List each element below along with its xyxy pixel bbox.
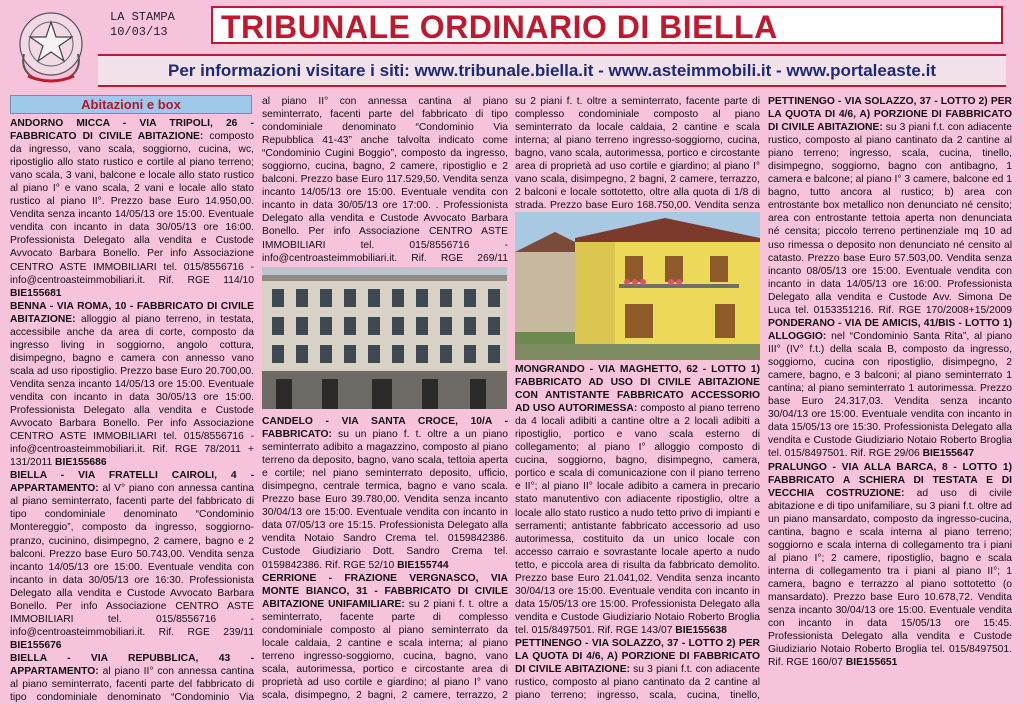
listing-text: composto al piano terreno da 4 locali adibiti a cantine oltre a 2 locali adibiti a ripostiglio, portico e vano scala esterno di collegamento; al piano I° alloggio composto di cucina, soggiorno, bagno, disimpegno, camera, portico e scala di comunicazione con il piano terreno e II°; al piano II° locale adibito a camera in precario stato manutentivo con adiacente ripostiglio, oltre a locale allo stato rustico a nudo tetto privo di impianti e serramenti; antistante fabbricato accessorio ad uso autorimessa, costituito da un unico locale con accesso carraio e sovrastante locale aperto a nudo tetto, e piccola area di risulta da fabbricato demolito. Prezzo base Euro 21.041,02. Vendita senza incanto 30/04/13 ore 15:00. Eventuale vendita con incanto in data 15/05/13 ore 15:00. Professionista Delegato alla vendita e Custode Giudiziario Notaio Roberto Broglia tel. 015/8497501. Rif. RGE 143/07 [515, 403, 760, 636]
title-box [211, 6, 1003, 44]
listing-text: su 3 piani f.t. con adiacente rustico, composto al piano cantinato da 2 cantine al piano terreno; ingresso, scala, cucina, tinello, [515, 664, 760, 702]
listing-heading: PRALUNGO - VIA ALLA BARCA, 8 - LOTTO 1) FABBRICATO A SCHIERA DI TESTATA E DI VECCHIA COSTRUZIONE: [768, 461, 1012, 499]
listing-text: su 2 piani f. t. oltre a seminterrato, facente parte di complesso condominiale composto al piano seminterrato da locale caldaia, 2 cantine e scala interna; al piano terreno ingresso-soggiorno, cucina, bagno, vano scala, autorimessa, portico e circostante area di proprietà ad uso cortile e giardino; al piano I° vano scala, disimpegno, 2 bagni, 2 camere, terrazzo, 2 [262, 598, 508, 701]
listing-mongrando [515, 363, 760, 637]
listing-text: su 3 piani f.t. con adiacente rustico, composto al piano cantinato da 2 cantine al piano terreno; ingresso, scala, cucina, tinello, disimpegno, soggiorno, bagno con antibagno, 1 camera e balcone; al piano I° 3 camere, balcone ed 1 bagno, tutto ancora al rustico; b) area con entrostante box metallico non denunciato né censito; area con entrostante tettoia aperta non denunciata né censita; piccolo terreno pertinenziale mq 10 ad uso rimessa o deposito non denunciato né censito al catasto. Prezzo base Euro 57.503,00. Vendita senza incanto 08/05/13 ore 15:00. Eventuale vendita con incanto in data 14/05/13 ore 16:00. Professionista Delegato alla vendita e Custode Avv. Simona De Luca tel. 0153351216. Rif. RGE 170/2008+15/2009 [768, 122, 1012, 316]
listing-ponderano [768, 317, 1012, 461]
listing-heading: PETTINENGO - VIA SOLAZZO, 37 - LOTTO 2) PER LA QUOTA DI 4/6, A) PORZIONE DI FABBRICATO DI CIVILE ABITAZIONE: [515, 637, 760, 676]
listing-text: ad uso di civile abitazione e di tipo unifamiliare, su 3 piani f.t. oltre ad un piano mansardato, composto da ingresso-cucina, cantina, bagno e scala interna al piano terreno; soggiorno e scala interna di collegamento tra i piani al piano I°; 2 camere, ripostiglio, bagno e scala interna di collegamento tra i piani al piano II°; 1 camera, bagno e terrazzo al piano sottotetto (o mansardato). Prezzo base Euro 10.678,72. Vendita senza incanto 30/04/13 ore 15:00. Eventuale vendita con incanto in data 15/05/13 ore 15:45. Professionista Delegato alla vendita e Custode Giudiziario Notaio Roberto Broglia tel. 015/8497501. Rif. RGE 160/07 [768, 487, 1012, 669]
listing-heading: ANDORNO MICCA - VIA TRIPOLI, 26 - FABBRICATO DI CIVILE ABITAZIONE: [10, 118, 254, 143]
listing-candelo [262, 415, 508, 572]
column-3 [515, 95, 760, 703]
section-heading: Abitazioni e box [10, 95, 252, 114]
listing-text: al V° piano con annessa cantina al piano seminterrato, facenti parte del fabbricato di tipo condominiale denominato “Condominio Montereggio”, composto da ingresso, soggiorno-pranzo, cucinino, disimpegno, 2 camere, bagno e 2 balconi. Prezzo base Euro 50.743,00. Vendita senza incanto 14/05/13 ore 15:00. Eventuale vendita con incanto in data 30/05/13 ore 16:30. Professionista Delegato alla vendita e Custode Avvocato Barbara Bonello. Per info Associazione CENTRO ASTE IMMOBILIARI tel. 015/8556716 - info@centroasteimmobiliari.it. Rif. RGE 239/11 [10, 483, 254, 638]
listing-pettinengo-cont [768, 95, 1012, 317]
newspaper-stamp [110, 10, 175, 40]
listing-pettinengo [515, 637, 760, 703]
republic-emblem-icon [14, 8, 88, 88]
listing-benna [10, 300, 254, 470]
stamp-date: 10/03/13 [110, 25, 168, 39]
listing-text: al piano II° con annessa cantina al piano seminterrato, facenti parte del fabbricato di tipo condominiale denominato “Condominio Via Repubblica 41-43” anche talvolta indicato come “Condominio Cugini Boggio”, composto da ingresso, soggiorno, cucina, bagno, 2 camere, ripostiglio e 2 balconi. Prezzo base Euro 117.529,50. Vendita senza incanto 14/05/13 ore 15:00. Eventuale vendita con incanto in data 30/05/13 ore 17:00. . Professionista Delegato alla vendita e Custode Avvocato Barbara Bonello. Per info Associazione CENTRO ASTE IMMOBILIARI tel. 015/8556716 - info@centroasteimmobiliari.it. Rif. RGE 269/11 [262, 96, 508, 264]
column-4 [768, 95, 1012, 703]
listing-biella-repubblica-start [10, 652, 254, 703]
listing-code: BIE155651 [845, 657, 898, 669]
listing-heading: PETTINENGO - VIA SOLAZZO, 37 - LOTTO 2) PER LA QUOTA DI 4/6, A) PORZIONE DI FABBRICATO DI CIVILE ABITAZIONE: [768, 96, 1012, 134]
listing-text: su 2 piani f. t. oltre a seminterrato, facente parte di complesso condominiale composto al piano seminterrato da locale caldaia, 2 cantine e scala interna; al piano terreno ingresso-soggiorno, cucina, bagno, vano scala, autorimessa, portico e circostante area di proprietà ad uso cortile e giardino; al piano I° vano scala, disimpegno, 2 bagni, 2 camere, terrazzo, 2 balconi e locale sottotetto, oltre alla quota di 1/8 di strada. Prezzo base Euro 168.750,00. Vendita senza [515, 96, 760, 212]
listing-cerrione-cont [515, 95, 760, 212]
listing-text: su un piano f. t. oltre a un piano seminterrato adibito a magazzino, composto al piano terreno da deposito, bagno, vano scala, tettoia aperta e cortile; nel piano seminterrato deposito, ufficio, disimpegno, centrale termica, bagno e vano scala. Prezzo base Euro 39.780,00. Vendita senza incanto 30/04/13 ore 15:00. Eventuale vendita con incanto in data 07/05/13 ore 15:15. Professionista Delegato alla vendita Notaio Sandro Crema tel. 0159842386. Custode Giudiziario Dott. Sandro Crema tel. 0159842386. Rif. RGE 52/10 [262, 429, 508, 571]
stamp-newspaper-name: LA STAMPA [110, 10, 175, 24]
listing-code: BIE155686 [55, 457, 107, 469]
listing-heading: BIELLA - VIA FRATELLI CAIROLI, 4 - APPARTAMENTO: [10, 470, 254, 495]
listing-biella-repubblica-cont [262, 95, 508, 265]
listing-heading: CANDELO - VIA SANTA CROCE, 10/A - FABBRICATO: [262, 416, 508, 441]
listing-text: composto da ingresso, vano scala, soggiorno, cucina, wc, ripostiglio allo stato rustico e cortile al piano terreno; vano scala, 3 vani, balcone e locale allo stato rustico al piano I° e vano scala, 2 vani e locale allo stato rustico al piano II°. Prezzo base Euro 14.950,00. Vendita senza incanto 14/05/13 ore 15:00. Eventuale vendita con incanto in data 30/05/13 ore 16:00. Professionista Delegato alla vendita e Custode Avvocato Barbara Bonello. Per info Associazione CENTRO ASTE IMMOBILIARI tel. 015/8556716 - info@centroasteimmobiliari.it. Rif. RGE 114/10 [10, 131, 254, 286]
listing-heading: MONGRANDO - VIA MAGHETTO, 62 - LOTTO 1) FABBRICATO AD USO DI CIVILE ABITAZIONE CON ANTISTANTE FABBRICATO ACCESSORIO AD USO AUTORIMESSA: [515, 364, 760, 415]
listing-code: BIE155638 [675, 624, 727, 636]
listing-andorno [10, 117, 254, 300]
listing-biella-cairoli [10, 469, 254, 652]
listing-code: BIE155681 [10, 287, 62, 299]
listing-heading: BIELLA - VIA REPUBBLICA, 43 - APPARTAMENTO: [10, 652, 254, 677]
info-bar [98, 54, 1006, 87]
listing-heading: PONDERANO - VIA DE AMICIS, 41/BIS - LOTTO 1) ALLOGGIO: [768, 318, 1012, 343]
listing-code: BIE155676 [10, 639, 62, 651]
listing-cerrione [262, 572, 508, 703]
info-websites: Per informazioni visitare i siti: www.tribunale.biella.it - www.asteimmobili.it - www.portaleaste.it [168, 61, 936, 80]
listing-text: alloggio al piano terreno, in testata, accessibile anche da area di corte, composto da ingresso living in soggiorno, angolo cottura, disimpegno, bagno e camera con annesso vano scala ad uso ripostiglio. Prezzo base Euro 20.700,00. Vendita senza incanto 14/05/13 ore 15:00. Eventuale vendita con incanto in data 30/05/13 ore 15:00. Professionista Delegato alla vendita e Custode Avvocato Barbara Bonello. Per info Associazione CENTRO ASTE IMMOBILIARI tel. 015/8556716 - info@centroasteimmobiliari.it. Rif. RGE 78/2011 + 131/2011 [10, 313, 254, 469]
listing-text: nel “Condominio Santa Rita”, al piano III° (IV° f.t.) della scala B, composto da ingresso, soggiorno, cucina con ripostiglio, disimpegno, 2 camere, bagno, e 3 balconi; al piano seminterrato 1 cantina; al piano seminterrato 1 autorimessa. Prezzo base Euro 24.317,03. Vendita senza incanto 30/04/13 ore 15:00. Eventuale vendita con incanto in data 15/05/13 ore 15:30. Professionista Delegato alla vendita e Custode Giudiziario Notaio Roberto Broglia tel. 015/8497501. Rif. RGE 29/06 [768, 331, 1012, 460]
listing-code: BIE155744 [397, 559, 449, 571]
house-photo [515, 212, 760, 360]
column-1 [10, 95, 254, 703]
listing-heading: BENNA - VIA ROMA, 10 - FABBRICATO DI CIVILE ABITAZIONE: [10, 300, 254, 325]
listing-pralungo [768, 461, 1012, 670]
listing-text: al piano II° con annessa cantina al piano seminterrato, facenti parte del fabbricato di tipo condominiale denominato “Condominio Via [10, 665, 254, 703]
building-photo [262, 267, 507, 409]
listing-code: BIE155647 [922, 448, 975, 460]
page-title: TRIBUNALE ORDINARIO DI BIELLA [221, 9, 778, 45]
listing-heading: CERRIONE - FRAZIONE VERGNASCO, VIA MONTE BIANCO, 31 - FABBRICATO DI CIVILE ABITAZIONE UNIFAMILIARE: [262, 572, 508, 610]
